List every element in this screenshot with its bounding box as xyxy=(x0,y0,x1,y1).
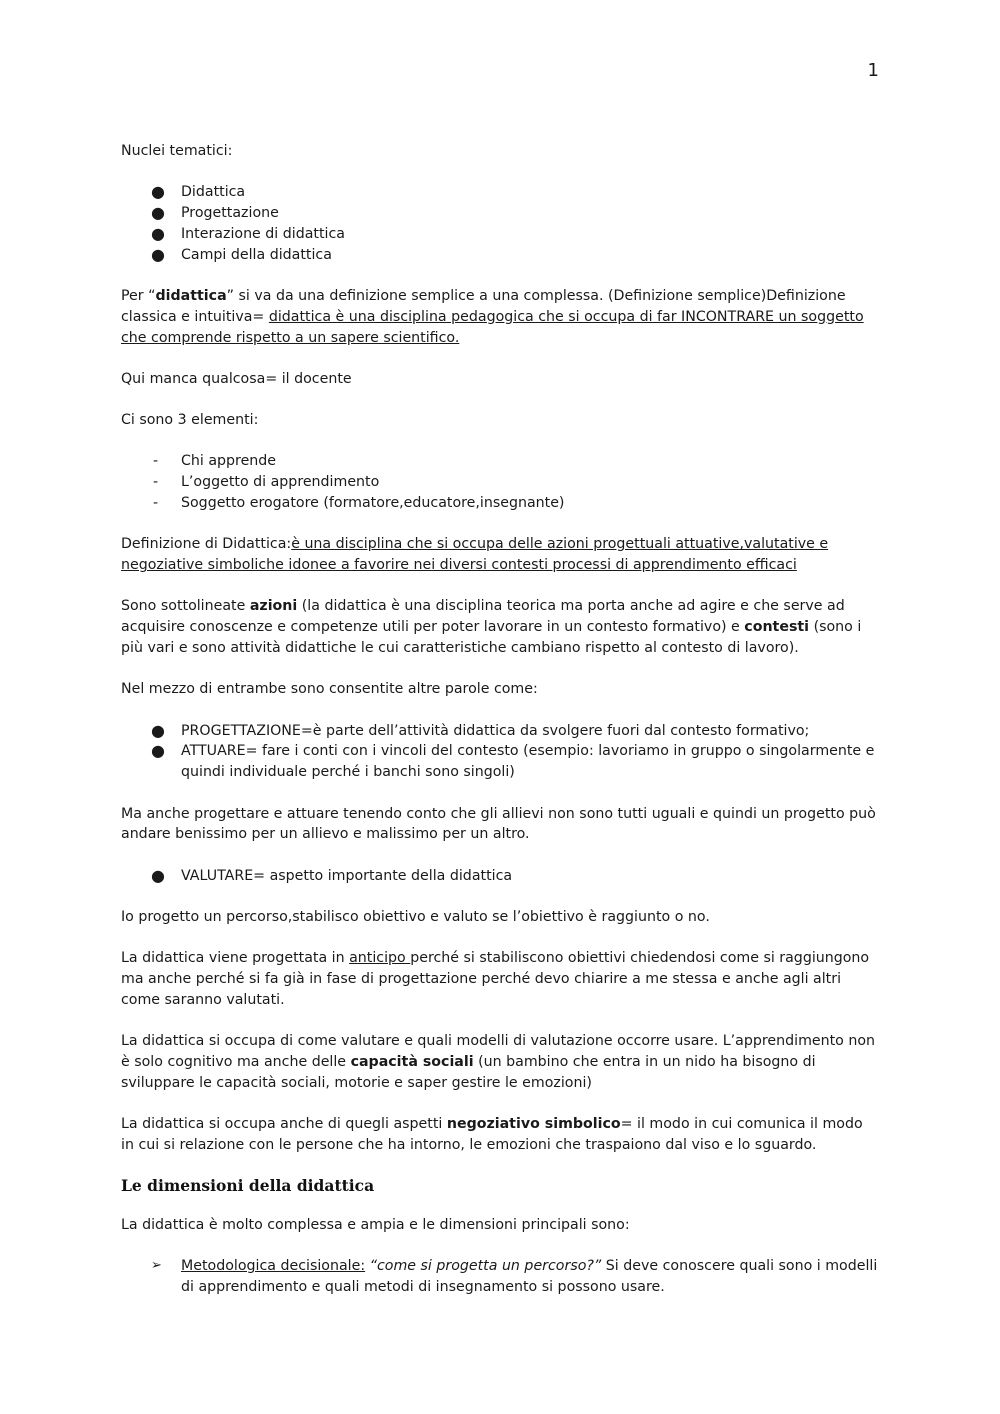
intro-text: Nuclei tematici: xyxy=(121,143,233,159)
dimensions-paragraph: La didattica è molto complessa e ampia e le dimensioni principali sono: xyxy=(121,1217,630,1234)
list-item: ● Didattica xyxy=(151,182,246,202)
dash-icon: - xyxy=(153,495,159,512)
list-item: ● Progettazione xyxy=(151,203,279,223)
underlined-paragraph: Sono sottolineate azioni (la didattica è una disciplina teorica ma porta anche ad agire e che serve ad acquisire conoscenze e competenze utili per poter lavorare in un contesto formativo) e contesti (sono i più vari e sono attività didattiche le cui caratteristiche cambiano rispetto al contesto di lavoro). xyxy=(121,598,862,657)
bullet-icon: ● xyxy=(151,865,165,885)
dash-icon: - xyxy=(153,453,159,470)
bullet-icon: ● xyxy=(151,203,165,223)
topics-list xyxy=(121,182,879,265)
dimensions-list xyxy=(121,1256,879,1298)
evaluate-list xyxy=(121,866,879,887)
list-item: ● Campi della didattica xyxy=(151,244,332,264)
middle-paragraph: Nel mezzo di entrambe sono consentite altre parole come: xyxy=(121,681,538,698)
list-item: - Soggetto erogatore (formatore,educatore,insegnante) xyxy=(121,493,879,514)
advance-paragraph: La didattica viene progettata in anticipo perché si stabiliscono obiettivi chiedendosi come si raggiungono ma anche perché si fa già in fase di progettazione perché devo chiarire a me stessa e anche agli altri come saranno valutati. xyxy=(121,950,870,1008)
list-item: ● Interazione di didattica xyxy=(151,223,345,243)
list-item: ● ATTUARE= fare i conti con i vincoli del contesto (esempio: lavoriamo in gruppo o singolarmente e quindi individuale perché i banchi sono singoli) xyxy=(151,741,875,781)
list-item: ● VALUTARE= aspetto importante della didattica xyxy=(151,865,513,885)
bullet-icon: ● xyxy=(151,244,165,264)
bullet-icon: ● xyxy=(151,182,165,202)
list-item: - L’oggetto di apprendimento xyxy=(121,472,879,493)
page-number: 1 xyxy=(867,60,879,81)
negotiative-paragraph: La didattica si occupa anche di quegli aspetti negoziativo simbolico= il modo in cui comunica il modo in cui si relazione con le persone che ha intorno, le emozioni che traspaiono dal viso e lo sguardo. xyxy=(121,1116,863,1153)
elements-list xyxy=(121,451,879,513)
students-paragraph: Ma anche progettare e attuare tenendo conto che gli allievi non sono tutti uguali e quindi un progetto può andare benissimo per un allievo e malissimo per un altro. xyxy=(121,805,876,843)
path-paragraph: Io progetto un percorso,stabilisco obiettivo e valuto se l’obiettivo è raggiunto o no. xyxy=(121,908,710,925)
list-item: ● PROGETTAZIONE=è parte dell’attività didattica da svolgere fuori dal contesto formativo; xyxy=(151,720,810,740)
dash-icon: - xyxy=(153,474,159,491)
actions-list xyxy=(121,721,879,783)
elements-intro: Ci sono 3 elementi: xyxy=(121,412,259,429)
list-item: ➢ Metodologica decisionale: “come si progetta un percorso?” Si deve conoscere quali sono i modelli di apprendimento e quali metodi di insegnamento si possono usare. xyxy=(151,1258,878,1296)
list-item: - Chi apprende xyxy=(121,451,879,472)
document-body xyxy=(121,141,879,1318)
definition2-paragraph: Definizione di Didattica:è una disciplina che si occupa delle azioni progettuali attuative,valutative e negoziative simboliche idonee a favorire nei diversi contesti processi di apprendimento efficaci xyxy=(121,536,829,574)
missing-paragraph: Qui manca qualcosa= il docente xyxy=(121,370,352,387)
evaluation-paragraph: La didattica si occupa di come valutare e quali modelli di valutazione occorre usare. L’apprendimento non è solo cognitivo ma anche delle capacità sociali (un bambino che entra in un nido ha bisogno di sviluppare le capacità sociali, motorie e saper gestire le emozioni) xyxy=(121,1033,876,1091)
definition-paragraph: Per “didattica” si va da una definizione semplice a una complessa. (Definizione semplice)Definizione classica e intuitiva= didattica è una disciplina pedagogica che si occupa di far INCONTRARE un soggetto che comprende rispetto a un sapere scientifico. xyxy=(121,287,864,346)
bullet-icon: ● xyxy=(151,741,165,761)
bullet-icon: ● xyxy=(151,720,165,740)
section-heading: Le dimensioni della didattica xyxy=(121,1176,375,1196)
arrow-icon: ➢ xyxy=(151,1258,162,1274)
bullet-icon: ● xyxy=(151,223,165,243)
